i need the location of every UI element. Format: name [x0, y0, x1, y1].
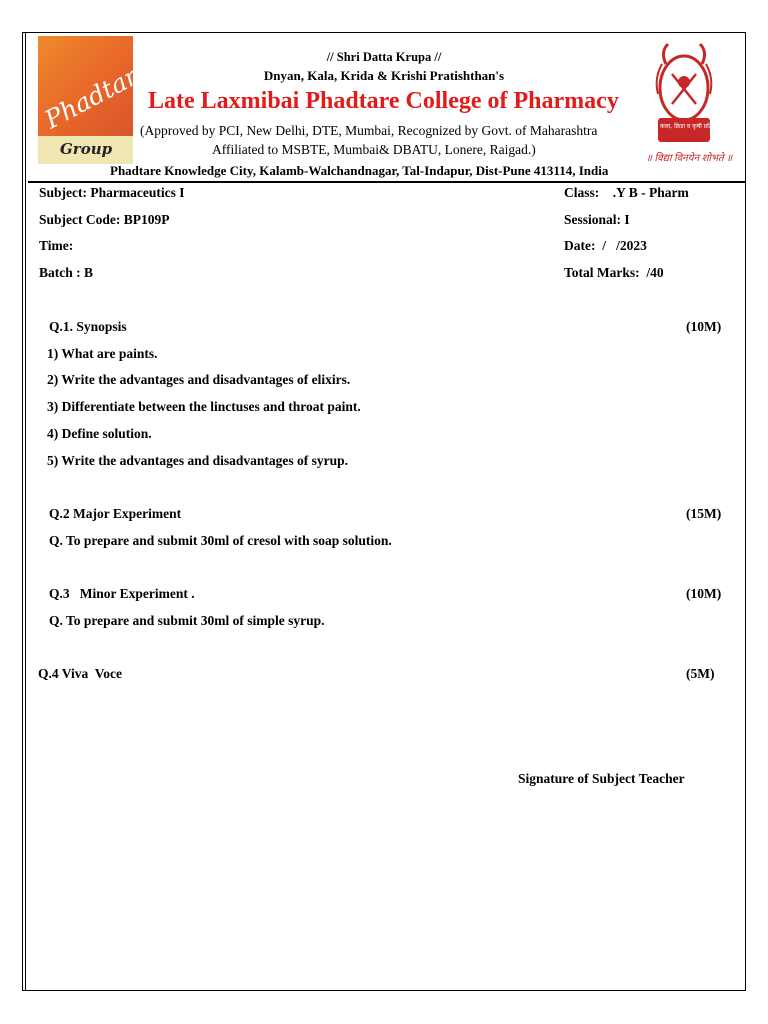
batch-label: Batch : B [39, 265, 93, 280]
logo-text: Phadtare [39, 54, 156, 135]
question-1-item: 1) What are paints. [47, 346, 158, 361]
question-1-item: 4) Define solution. [47, 426, 152, 441]
college-name: Late Laxmibai Phadtare College of Pharmacy [148, 88, 619, 114]
subject-label: Subject: Pharmaceutics I [39, 185, 185, 200]
question-1-item: 2) Write the advantages and disadvantages of elixirs. [47, 372, 351, 387]
signature-label: Signature of Subject Teacher [518, 771, 685, 786]
subject-code-label: Subject Code: BP109P [39, 212, 170, 227]
question-1-item: 5) Write the advantages and disadvantages of syrup. [47, 453, 349, 468]
class-label: Class: .Y B - Pharm [564, 185, 689, 200]
question-4-title: Q.4 Viva Voce [38, 666, 123, 681]
sessional-label: Sessional: I [564, 212, 630, 227]
question-3-title: Q.3 Minor Experiment . [49, 586, 195, 601]
question-1-item: 3) Differentiate between the linctuses and throat paint. [47, 399, 361, 414]
emblem-caption: ॥ विद्या विनयेन शोभते ॥ [646, 153, 733, 164]
emblem-motto: ज्ञान, कला, क्रिडा व कृषी प्रतिष्ठान [647, 123, 721, 130]
question-1-title: Q.1. Synopsis [49, 319, 127, 334]
question-3-item: Q. To prepare and submit 30ml of simple syrup. [49, 613, 325, 628]
header-affiliation: Affiliated to MSBTE, Mumbai& DBATU, Lonere, Raigad.) [212, 142, 536, 157]
header-approval: (Approved by PCI, New Delhi, DTE, Mumbai, Recognized by Govt. of Maharashtra [140, 123, 598, 138]
header-address: Phadtare Knowledge City, Kalamb-Walchandnagar, Tal-Indapur, Dist-Pune 413114, India [110, 163, 609, 178]
header-divider [28, 181, 746, 183]
logo-subtext: Group [60, 140, 113, 158]
header-blessing: // Shri Datta Krupa // [326, 50, 442, 64]
time-label: Time: [39, 238, 74, 253]
question-1-marks: (10M) [686, 319, 722, 334]
question-4-marks: (5M) [686, 666, 715, 681]
question-3-marks: (10M) [686, 586, 722, 601]
header-trust: Dnyan, Kala, Krida & Krishi Pratishthan's [263, 68, 505, 83]
date-label: Date: / /2023 [564, 238, 647, 253]
question-2-title: Q.2 Major Experiment [49, 506, 182, 521]
question-2-marks: (15M) [686, 506, 722, 521]
total-marks-label: Total Marks: /40 [564, 265, 664, 280]
question-2-item: Q. To prepare and submit 30ml of cresol with soap solution. [49, 533, 392, 548]
